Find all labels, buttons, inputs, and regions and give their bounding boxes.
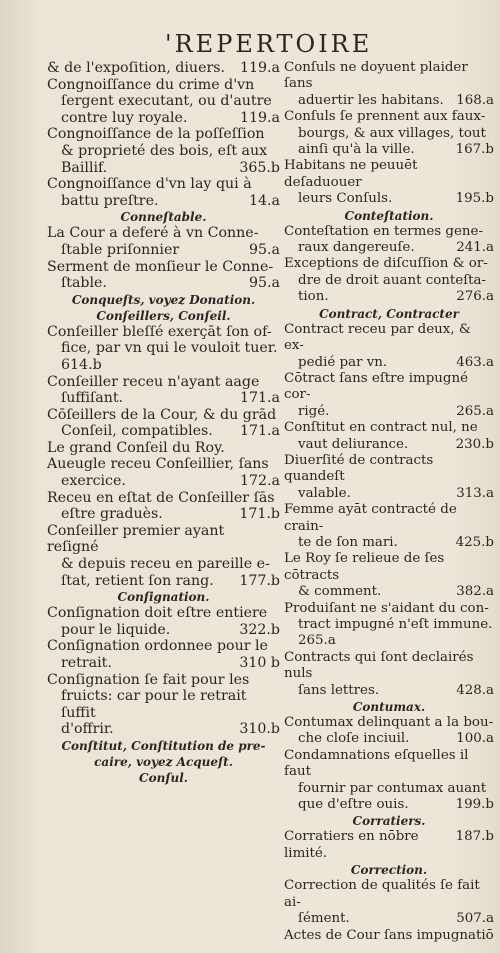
entry-continuation xyxy=(284,437,494,453)
entry-continuation xyxy=(284,486,494,502)
entry-continuation xyxy=(284,781,494,797)
page-reference: 310.b xyxy=(239,721,280,738)
page-reference: 230.b xyxy=(455,436,494,452)
entry-continuation xyxy=(47,93,280,110)
entry-text: ſtable priſonnier xyxy=(61,241,180,258)
index-entry xyxy=(47,638,280,655)
section-heading: Contumax. xyxy=(352,700,426,715)
index-entry xyxy=(284,502,494,535)
entry-continuation xyxy=(47,423,280,440)
index-entry xyxy=(47,672,280,689)
entry-text: fice, par vn qui le vouloit tuer. xyxy=(61,340,278,357)
entry-continuation xyxy=(47,390,280,407)
entry-continuation xyxy=(47,110,280,127)
section-heading: Conneſtable. xyxy=(120,210,207,225)
page-reference: 172.a xyxy=(239,473,280,490)
page-reference: 428.a xyxy=(456,682,494,698)
entry-text: & proprieté des bois, eſt aux xyxy=(61,142,268,159)
index-entry xyxy=(47,225,280,242)
page-reference: 171.a xyxy=(239,423,280,440)
index-entry xyxy=(47,456,280,473)
index-entry xyxy=(284,829,494,862)
entry-text: & comment. xyxy=(298,584,382,600)
index-entry xyxy=(47,407,280,424)
entry-text: fruicts: car pour le retrait ſuffit xyxy=(61,688,247,721)
entry-text: ſuffiſant. xyxy=(61,390,124,407)
index-entry xyxy=(47,523,280,556)
entry-text: che cloſe inciuil. xyxy=(298,731,410,747)
entry-continuation xyxy=(47,193,280,210)
entry-text: Conſuls ne doyuent plaider ſans xyxy=(284,60,468,92)
entry-text: Actes de Cour ſans impugnatiō xyxy=(284,927,494,943)
entry-text: ſtat, retient ſon rang. xyxy=(61,572,214,589)
page-reference: 187.b xyxy=(455,829,494,845)
entry-continuation xyxy=(284,911,494,927)
page-reference: 241.a xyxy=(456,240,494,256)
entry-text: 265.a xyxy=(298,633,336,649)
entry-continuation xyxy=(284,289,494,305)
entry-text: valable. xyxy=(298,485,351,501)
entry-continuation xyxy=(284,404,494,420)
entry-text: Baillif. xyxy=(61,159,108,176)
index-entry xyxy=(47,440,280,457)
page-reference: 95.a xyxy=(248,275,280,292)
entry-text: d'offrir. xyxy=(61,721,114,738)
entry-text: Conſeiller bleſſé exerçāt ſon of- xyxy=(47,323,272,340)
entry-continuation xyxy=(284,584,494,600)
entry-continuation xyxy=(47,506,280,523)
index-entry xyxy=(284,551,494,584)
entry-continuation xyxy=(284,535,494,551)
index-entry xyxy=(284,256,494,272)
index-entry xyxy=(47,176,280,193)
section-heading: Correction. xyxy=(350,863,428,878)
page-reference: 463.a xyxy=(456,354,494,370)
entry-text: La Cour a deferé à vn Conne- xyxy=(47,225,259,242)
entry-text: rigé. xyxy=(298,403,330,419)
section-heading: Corratiers. xyxy=(352,814,426,829)
index-entry xyxy=(284,158,494,191)
entry-text: Serment de monſieur le Conne- xyxy=(47,258,274,275)
entry-text: ſans lettres. xyxy=(298,682,380,698)
entry-text: ſément. xyxy=(298,911,350,927)
entry-continuation xyxy=(47,556,280,573)
page-reference: 276.a xyxy=(456,289,494,305)
entry-continuation xyxy=(284,617,494,633)
entry-continuation xyxy=(47,357,280,374)
entry-continuation xyxy=(47,655,280,672)
entry-continuation xyxy=(47,622,280,639)
index-entry xyxy=(284,453,494,486)
index-entry xyxy=(284,109,494,125)
entry-text: Exceptions de diſcuſſion & or- xyxy=(284,256,488,272)
entry-text: Congnoiſſance du crime d'vn xyxy=(47,76,255,93)
entry-text: Congnoiſſance d'vn lay qui à xyxy=(47,176,252,193)
entry-continuation xyxy=(284,126,494,142)
entry-text: Contumax delinquant a la bou- xyxy=(284,715,494,731)
index-entry xyxy=(47,126,280,143)
page-reference: 195.b xyxy=(455,191,494,207)
entry-continuation xyxy=(47,573,280,590)
page-reference: 382.a xyxy=(456,584,494,600)
index-entry xyxy=(284,322,494,355)
section-heading: Conteſtation. xyxy=(344,208,434,223)
page-reference: 313.a xyxy=(456,485,494,501)
entry-continuation xyxy=(284,355,494,371)
index-entry xyxy=(47,324,280,341)
index-entry xyxy=(284,748,494,781)
entry-text: Conſeil, compatibles. xyxy=(61,423,213,440)
entry-text: Corratiers en nōbre limité. xyxy=(284,829,419,861)
index-entry xyxy=(284,224,494,240)
section-heading: Contract, Contracter xyxy=(319,306,459,321)
page-reference: 265.a xyxy=(456,403,494,419)
page-reference: 171.b xyxy=(239,506,280,523)
entry-text: Conſignation ordonnee pour le xyxy=(47,638,268,655)
index-entry xyxy=(284,371,494,404)
page-reference: 95.a xyxy=(248,241,280,258)
entry-continuation xyxy=(284,93,494,109)
entry-text: pedié par vn. xyxy=(298,354,388,370)
entry-text: Condamnations eſquelles il faut xyxy=(284,747,469,780)
entry-text: Conſuls ſe prennent aux faux- xyxy=(284,109,486,125)
entry-continuation xyxy=(47,340,280,357)
entry-text: bourgs, & aux villages, tout xyxy=(298,125,486,141)
entry-text: que d'eſtre ouis. xyxy=(298,797,409,813)
index-entry xyxy=(47,490,280,507)
entry-text: Le Roy ſe relieue de ſes cōtracts xyxy=(284,551,445,583)
section-heading: caire, voyez Acqueſt. xyxy=(94,754,233,769)
entry-continuation xyxy=(47,473,280,490)
page-reference: 199.b xyxy=(455,797,494,813)
index-entry xyxy=(284,601,494,617)
page-reference: 119.a xyxy=(239,60,280,76)
page-header: 'REPERTOIRE xyxy=(165,30,373,58)
entry-text: battu preſtre. xyxy=(61,192,159,209)
entry-text: Congnoiſſance de la poſſeſſion xyxy=(47,126,265,143)
left-column xyxy=(47,60,280,786)
entry-text: Cōſeillers de la Cour, & du grād xyxy=(47,406,277,423)
page-reference: 365.b xyxy=(239,159,280,176)
entry-continuation xyxy=(47,160,280,177)
entry-continuation xyxy=(284,240,494,256)
entry-text: ſergent executant, ou d'autre xyxy=(61,93,272,110)
page-reference: 171.a xyxy=(239,390,280,407)
page-reference: 119.a xyxy=(239,109,280,126)
entry-text: Contracts qui ſont declairés nuls xyxy=(284,649,474,682)
index-entry xyxy=(284,878,494,911)
page-reference: 168.a xyxy=(456,92,494,108)
entry-text: tion. xyxy=(298,289,329,305)
entry-text: te de ſon mari. xyxy=(298,534,398,550)
entry-text: Receu en eſtat de Conſeiller ſās xyxy=(47,489,275,506)
entry-text: Conſeiller premier ayant reſigné xyxy=(47,522,225,556)
entry-text: pour le liquide. xyxy=(61,621,171,638)
entry-text: Conteſtation en termes gene- xyxy=(284,223,483,239)
page-reference: 322.b xyxy=(239,621,280,638)
index-entry xyxy=(47,259,280,276)
page-reference: 167.b xyxy=(455,142,494,158)
entry-continuation xyxy=(284,142,494,158)
entry-continuation xyxy=(47,242,280,259)
entry-text: 614.b xyxy=(61,356,102,373)
entry-text: fournir par contumax auant xyxy=(298,780,487,796)
index-entry xyxy=(284,650,494,683)
section-heading: Conſul. xyxy=(139,770,188,785)
entry-continuation xyxy=(284,683,494,699)
index-entry xyxy=(47,77,280,94)
entry-continuation xyxy=(47,275,280,292)
entry-text: & de l'expoſition, diuers. xyxy=(47,60,226,76)
entry-text: vaut deliurance. xyxy=(298,436,409,452)
page-reference: 310 b xyxy=(239,655,280,671)
section-heading: Conſignation. xyxy=(117,590,210,605)
section-heading: Conſtitut, Conſtitution de pre- xyxy=(61,738,266,753)
index-entry xyxy=(284,420,494,436)
index-entry xyxy=(47,605,280,622)
right-column xyxy=(284,60,494,944)
entry-text: Correction de qualités ſe fait ai- xyxy=(284,878,480,910)
entry-text: Aueugle receu Conſeillier, ſans xyxy=(47,456,269,473)
section-heading: Conqueſts, voyez Donation. xyxy=(71,292,256,307)
entry-text: aduertir les habitans. xyxy=(298,92,444,108)
entry-continuation xyxy=(284,797,494,813)
entry-continuation xyxy=(284,273,494,289)
index-entry xyxy=(47,60,280,77)
entry-continuation xyxy=(47,721,280,738)
entry-text: ainſi qu'à la ville. xyxy=(298,142,415,158)
section-heading: Conſeillers, Conſeil. xyxy=(96,308,231,323)
entry-text: leurs Conſuls. xyxy=(298,191,393,207)
page-reference: 425.b xyxy=(455,534,494,550)
page-reference: 507.a xyxy=(456,911,494,927)
entry-text: & depuis receu en pareille e- xyxy=(61,556,270,573)
entry-text: Conſignation doit eſtre entiere xyxy=(47,605,268,622)
index-entry xyxy=(284,715,494,731)
entry-continuation xyxy=(47,688,280,721)
entry-continuation xyxy=(284,633,494,649)
index-entry xyxy=(284,60,494,93)
entry-text: Produiſant ne s'aidant du con- xyxy=(284,600,489,616)
index-entry xyxy=(284,928,494,944)
entry-text: eſtre graduès. xyxy=(61,506,163,523)
entry-text: Diuerſité de contracts quandeſt xyxy=(284,452,434,485)
entry-text: raux dangereuſe. xyxy=(298,240,415,256)
entry-text: Femme ayāt contracté de crain- xyxy=(284,502,457,534)
entry-text: Contract receu par deux, & ex- xyxy=(284,321,471,354)
page-reference: 100.a xyxy=(456,731,494,747)
entry-text: tract impugné n'eſt immune. xyxy=(298,617,493,632)
entry-text: exercice. xyxy=(61,473,126,490)
entry-text: Le grand Conſeil du Roy. xyxy=(47,439,225,456)
entry-text: dre de droit auant conteſta- xyxy=(298,272,487,288)
entry-text: Habitans ne peuuēt deſaduouer xyxy=(284,158,418,190)
page-reference: 14.a xyxy=(248,192,280,209)
page-reference: 177.b xyxy=(239,572,280,589)
entry-text: Cōtract ſans eſtre impugné cor- xyxy=(284,370,469,403)
entry-text: retrait. xyxy=(61,655,112,671)
entry-continuation xyxy=(47,143,280,160)
entry-text: ſtable. xyxy=(61,275,107,292)
entry-continuation xyxy=(284,731,494,747)
entry-text: Conſeiller receu n'ayant aage xyxy=(47,373,260,390)
entry-text: Conſignation ſe fait pour les xyxy=(47,671,250,688)
entry-text: Conſtitut en contract nul, ne xyxy=(284,420,478,436)
index-entry xyxy=(47,374,280,391)
entry-text: contre luy royale. xyxy=(61,109,188,126)
entry-continuation xyxy=(284,191,494,207)
